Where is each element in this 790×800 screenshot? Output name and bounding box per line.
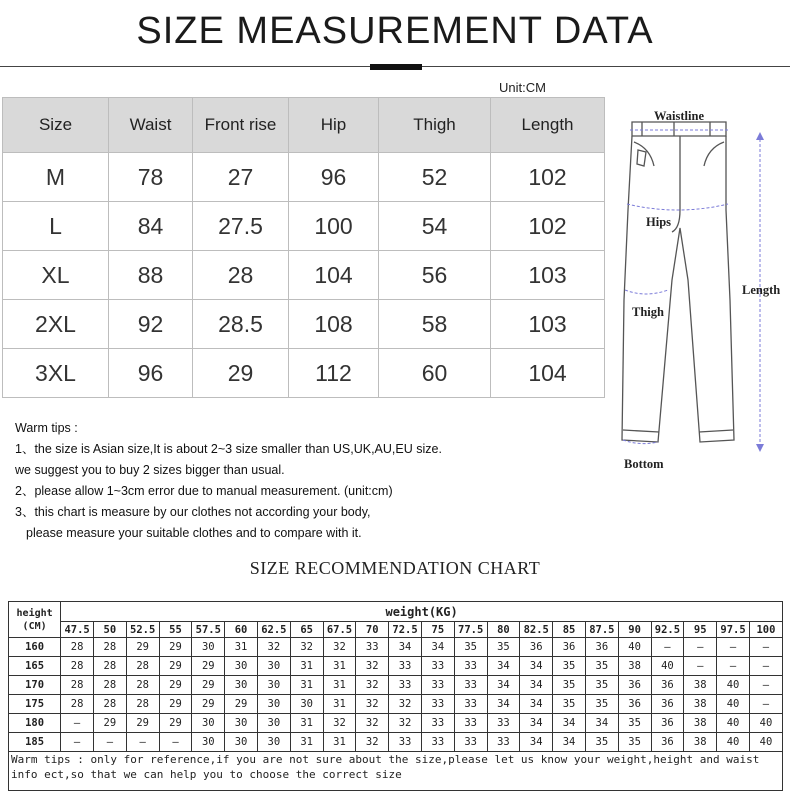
recommended-size-cell: 33 (454, 733, 487, 752)
recommended-size-cell: 40 (717, 676, 750, 695)
recommended-size-cell: 38 (684, 676, 717, 695)
size-col-header-size: Size (3, 98, 109, 153)
recommended-size-cell: 31 (290, 676, 323, 695)
recommended-size-cell: 30 (257, 695, 290, 714)
size-cell: 108 (289, 300, 379, 349)
size-col-header-length: Length (491, 98, 605, 153)
recommended-size-cell: 36 (553, 638, 586, 657)
recommended-size-cell: 30 (225, 714, 258, 733)
size-cell: 100 (289, 202, 379, 251)
recommendation-row (9, 676, 783, 695)
recommended-size-cell: — (126, 733, 159, 752)
recommended-size-cell: 32 (323, 714, 356, 733)
recommended-size-cell: 35 (618, 733, 651, 752)
recommended-size-cell: 33 (421, 695, 454, 714)
size-cell: 28.5 (193, 300, 289, 349)
recommended-size-cell: 33 (487, 733, 520, 752)
recommended-size-cell: 30 (192, 714, 225, 733)
warm-tips (15, 418, 442, 544)
pants-measurement-diagram (610, 100, 790, 480)
weight-value-cell: 60 (225, 622, 258, 638)
recommended-size-cell: — (717, 657, 750, 676)
recommended-size-cell: 36 (651, 714, 684, 733)
hips-label: Hips (646, 215, 672, 229)
size-cell: 96 (289, 153, 379, 202)
recommended-size-cell: 29 (126, 638, 159, 657)
recommended-size-cell: 28 (93, 695, 126, 714)
weight-value-cell: 75 (421, 622, 454, 638)
recommended-size-cell: 32 (356, 695, 389, 714)
size-cell: L (3, 202, 109, 251)
recommended-size-cell: 35 (618, 714, 651, 733)
recommended-size-cell: 35 (553, 676, 586, 695)
recommended-size-cell: 33 (421, 733, 454, 752)
recommended-size-cell: — (684, 638, 717, 657)
size-cell: 92 (109, 300, 193, 349)
weight-value-cell: 92.5 (651, 622, 684, 638)
recommended-size-cell: 33 (389, 676, 422, 695)
size-cell: 52 (379, 153, 491, 202)
recommended-size-cell: 34 (520, 657, 553, 676)
recommended-size-cell: 28 (93, 676, 126, 695)
recommended-size-cell: 34 (520, 695, 553, 714)
size-table-header-row (3, 98, 605, 153)
weight-value-cell: 85 (553, 622, 586, 638)
length-label: Length (742, 283, 781, 297)
recommended-size-cell: 40 (749, 733, 782, 752)
recommended-size-cell: — (61, 733, 94, 752)
recommended-size-cell: 36 (585, 638, 618, 657)
recommended-size-cell: 30 (257, 714, 290, 733)
size-cell: 3XL (3, 349, 109, 398)
weight-value-cell: 65 (290, 622, 323, 638)
recommended-size-cell: 40 (618, 638, 651, 657)
recommendation-note: Warm tips : only for reference,if you are not sure about the size,please let us know your weight,height and waist info ect,so that we can help you to choose the correct size (9, 752, 783, 791)
recommended-size-cell: 32 (389, 714, 422, 733)
weight-value-cell: 95 (684, 622, 717, 638)
size-cell: 56 (379, 251, 491, 300)
recommended-size-cell: 29 (192, 657, 225, 676)
recommended-size-cell: 28 (126, 676, 159, 695)
recommended-size-cell: 36 (651, 733, 684, 752)
height-value-cell: 175 (9, 695, 61, 714)
size-col-header-hip: Hip (289, 98, 379, 153)
recommended-size-cell: 34 (520, 676, 553, 695)
recommended-size-cell: 33 (487, 714, 520, 733)
recommended-size-cell: 36 (651, 695, 684, 714)
size-row (3, 349, 605, 398)
recommended-size-cell: 29 (159, 676, 192, 695)
recommended-size-cell: — (61, 714, 94, 733)
recommended-size-cell: 33 (389, 733, 422, 752)
recommended-size-cell: 40 (717, 733, 750, 752)
warm-tip-1: 1、the size is Asian size,It is about 2~3 size smaller than US,UK,AU,EU size. (15, 442, 442, 456)
recommended-size-cell: 30 (290, 695, 323, 714)
recommended-size-cell: 32 (356, 657, 389, 676)
recommended-size-cell: 32 (389, 695, 422, 714)
recommended-size-cell: 38 (684, 714, 717, 733)
recommended-size-cell: 34 (487, 657, 520, 676)
recommended-size-cell: — (651, 638, 684, 657)
warm-tip-2: 2、please allow 1~3cm error due to manual measurement. (unit:cm) (15, 484, 393, 498)
recommended-size-cell: 31 (225, 638, 258, 657)
recommended-size-cell: 33 (454, 695, 487, 714)
size-cell: 103 (491, 251, 605, 300)
recommended-size-cell: 30 (257, 657, 290, 676)
size-cell: 112 (289, 349, 379, 398)
recommended-size-cell: 36 (618, 676, 651, 695)
recommended-size-cell: 29 (192, 676, 225, 695)
recommendation-row (9, 657, 783, 676)
recommended-size-cell: 40 (651, 657, 684, 676)
recommended-size-cell: 38 (684, 733, 717, 752)
size-cell: 60 (379, 349, 491, 398)
recommended-size-cell: 31 (323, 676, 356, 695)
size-col-header-waist: Waist (109, 98, 193, 153)
recommended-size-cell: 34 (553, 733, 586, 752)
recommended-size-cell: 28 (126, 695, 159, 714)
weight-value-cell: 80 (487, 622, 520, 638)
size-cell: 58 (379, 300, 491, 349)
recommended-size-cell: 31 (323, 657, 356, 676)
recommended-size-cell: 28 (93, 638, 126, 657)
weight-value-cell: 100 (749, 622, 782, 638)
recommended-size-cell: 29 (159, 695, 192, 714)
size-row (3, 251, 605, 300)
weight-header-label: weight(KG) (61, 602, 783, 622)
recommended-size-cell: 33 (421, 714, 454, 733)
recommended-size-cell: 35 (585, 676, 618, 695)
height-header-label: height (16, 607, 53, 619)
recommended-size-cell: 28 (61, 695, 94, 714)
size-cell: 78 (109, 153, 193, 202)
recommended-size-cell: 35 (585, 733, 618, 752)
weight-value-cell: 97.5 (717, 622, 750, 638)
warm-tips-heading: Warm tips : (15, 421, 78, 435)
recommended-size-cell: 33 (454, 714, 487, 733)
height-value-cell: 185 (9, 733, 61, 752)
recommended-size-cell: 32 (356, 676, 389, 695)
recommended-size-cell: 34 (585, 714, 618, 733)
recommended-size-cell: 36 (651, 676, 684, 695)
recommended-size-cell: 33 (421, 657, 454, 676)
weight-value-cell: 52.5 (126, 622, 159, 638)
size-cell: 27 (193, 153, 289, 202)
size-cell: 27.5 (193, 202, 289, 251)
size-cell: 96 (109, 349, 193, 398)
warm-tip-1-cont: we suggest you to buy 2 sizes bigger than usual. (15, 463, 285, 477)
size-cell: XL (3, 251, 109, 300)
size-cell: M (3, 153, 109, 202)
recommended-size-cell: 29 (159, 638, 192, 657)
recommended-size-cell: 29 (225, 695, 258, 714)
recommended-size-cell: 28 (93, 657, 126, 676)
recommended-size-cell: 30 (225, 657, 258, 676)
size-col-header-front-rise: Front rise (193, 98, 289, 153)
size-measurement-table (2, 97, 605, 398)
waistline-label: Waistline (654, 109, 705, 123)
weight-value-cell: 82.5 (520, 622, 553, 638)
recommended-size-cell: 30 (225, 733, 258, 752)
recommended-size-cell: — (684, 657, 717, 676)
recommended-size-cell: 33 (454, 676, 487, 695)
weight-value-cell: 62.5 (257, 622, 290, 638)
height-value-cell: 165 (9, 657, 61, 676)
recommended-size-cell: 31 (323, 733, 356, 752)
recommended-size-cell: 29 (192, 695, 225, 714)
recommended-size-cell: 30 (192, 733, 225, 752)
weight-value-cell: 50 (93, 622, 126, 638)
recommended-size-cell: 35 (553, 657, 586, 676)
recommendation-title: SIZE RECOMMENDATION CHART (249, 558, 541, 578)
weight-value-cell: 77.5 (454, 622, 487, 638)
recommended-size-cell: 29 (93, 714, 126, 733)
height-value-cell: 170 (9, 676, 61, 695)
recommended-size-cell: 30 (257, 733, 290, 752)
recommended-size-cell: 38 (684, 695, 717, 714)
size-cell: 29 (193, 349, 289, 398)
weight-value-cell: 87.5 (585, 622, 618, 638)
height-header-unit: (CM) (22, 620, 47, 632)
recommended-size-cell: 28 (61, 657, 94, 676)
recommended-size-cell: 35 (585, 695, 618, 714)
recommendation-row (9, 733, 783, 752)
recommendation-row (9, 714, 783, 733)
recommended-size-cell: 28 (61, 638, 94, 657)
bottom-label: Bottom (624, 457, 664, 471)
size-cell: 84 (109, 202, 193, 251)
recommended-size-cell: 32 (356, 714, 389, 733)
size-recommendation-table (8, 601, 783, 791)
height-header-cell (9, 602, 61, 638)
recommended-size-cell: 34 (487, 676, 520, 695)
recommended-size-cell: — (749, 657, 782, 676)
recommended-size-cell: 31 (323, 695, 356, 714)
thigh-label: Thigh (632, 305, 664, 319)
size-cell: 104 (491, 349, 605, 398)
recommended-size-cell: 34 (520, 733, 553, 752)
recommended-size-cell: 30 (192, 638, 225, 657)
recommended-size-cell: 29 (159, 657, 192, 676)
recommended-size-cell: — (159, 733, 192, 752)
size-cell: 102 (491, 153, 605, 202)
recommended-size-cell: 38 (618, 657, 651, 676)
unit-label: Unit:CM (499, 80, 546, 95)
weight-values-row (9, 622, 783, 638)
recommended-size-cell: 36 (618, 695, 651, 714)
recommended-size-cell: 32 (323, 638, 356, 657)
recommended-size-cell: 40 (717, 695, 750, 714)
recommended-size-cell: 33 (454, 657, 487, 676)
recommended-size-cell: 34 (520, 714, 553, 733)
size-row (3, 202, 605, 251)
size-cell: 88 (109, 251, 193, 300)
recommendation-row (9, 695, 783, 714)
recommended-size-cell: 31 (290, 657, 323, 676)
recommended-size-cell: 28 (126, 657, 159, 676)
recommended-size-cell: 31 (290, 714, 323, 733)
recommended-size-cell: — (93, 733, 126, 752)
page-title: SIZE MEASUREMENT DATA (136, 10, 654, 52)
recommended-size-cell: 30 (257, 676, 290, 695)
recommended-size-cell: 29 (159, 714, 192, 733)
recommended-size-cell: — (749, 676, 782, 695)
recommended-size-cell: 36 (520, 638, 553, 657)
size-cell: 54 (379, 202, 491, 251)
recommended-size-cell: 35 (454, 638, 487, 657)
warm-tip-3: 3、this chart is measure by our clothes not according your body, (15, 505, 371, 519)
recommended-size-cell: 32 (257, 638, 290, 657)
recommended-size-cell: 35 (553, 695, 586, 714)
recommended-size-cell: 34 (487, 695, 520, 714)
recommended-size-cell: — (749, 638, 782, 657)
size-cell: 2XL (3, 300, 109, 349)
recommended-size-cell: 33 (389, 657, 422, 676)
weight-value-cell: 57.5 (192, 622, 225, 638)
height-value-cell: 160 (9, 638, 61, 657)
recommended-size-cell: 32 (290, 638, 323, 657)
recommendation-row (9, 638, 783, 657)
size-cell: 102 (491, 202, 605, 251)
recommended-size-cell: 34 (389, 638, 422, 657)
recommended-size-cell: 33 (421, 676, 454, 695)
weight-value-cell: 67.5 (323, 622, 356, 638)
height-value-cell: 180 (9, 714, 61, 733)
size-cell: 104 (289, 251, 379, 300)
size-row (3, 153, 605, 202)
weight-value-cell: 47.5 (61, 622, 94, 638)
recommended-size-cell: — (717, 638, 750, 657)
warm-tip-3-cont: please measure your suitable clothes and to compare with it. (26, 526, 362, 540)
recommended-size-cell: — (749, 695, 782, 714)
size-row (3, 300, 605, 349)
size-col-header-thigh: Thigh (379, 98, 491, 153)
recommended-size-cell: 35 (487, 638, 520, 657)
title-divider-accent (370, 64, 422, 70)
weight-value-cell: 55 (159, 622, 192, 638)
recommended-size-cell: 33 (356, 638, 389, 657)
recommended-size-cell: 32 (356, 733, 389, 752)
recommended-size-cell: 34 (553, 714, 586, 733)
size-cell: 28 (193, 251, 289, 300)
recommended-size-cell: 40 (717, 714, 750, 733)
recommended-size-cell: 34 (421, 638, 454, 657)
recommended-size-cell: 31 (290, 733, 323, 752)
recommended-size-cell: 40 (749, 714, 782, 733)
weight-value-cell: 90 (618, 622, 651, 638)
recommended-size-cell: 35 (585, 657, 618, 676)
recommended-size-cell: 29 (126, 714, 159, 733)
recommended-size-cell: 30 (225, 676, 258, 695)
weight-value-cell: 72.5 (389, 622, 422, 638)
size-cell: 103 (491, 300, 605, 349)
recommended-size-cell: 28 (61, 676, 94, 695)
weight-value-cell: 70 (356, 622, 389, 638)
